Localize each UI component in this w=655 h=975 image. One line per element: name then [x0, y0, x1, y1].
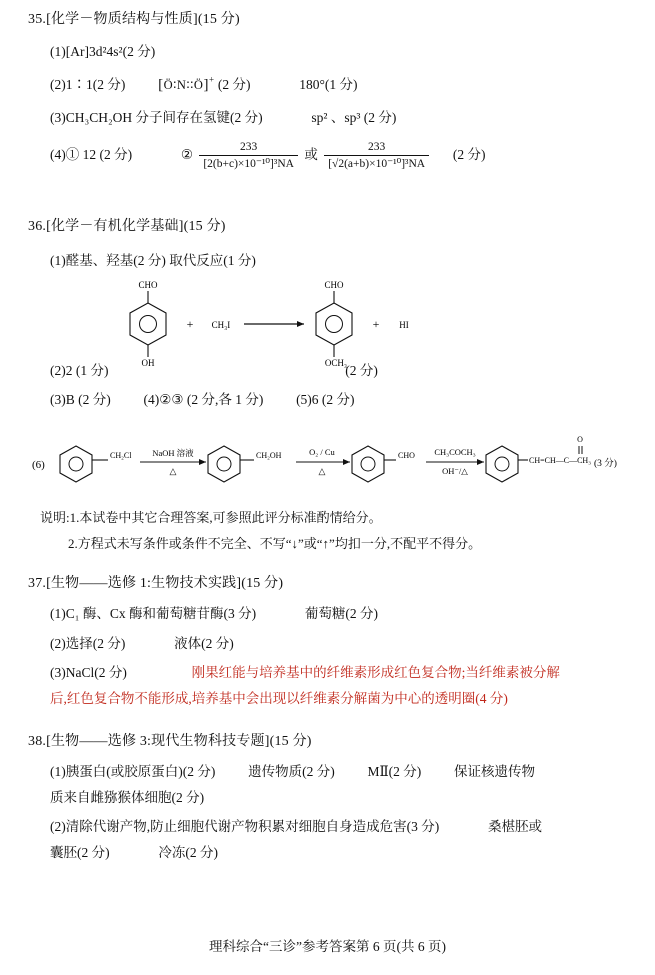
q37-item-3-a: (3)NaCl(2 分) [50, 665, 127, 681]
svg-text:△: △ [318, 465, 326, 476]
q35-heading: 35.[化学－物质结构与性质](15 分) [28, 12, 240, 27]
lewis-body: Ö∶N∶∶Ö [163, 77, 204, 92]
svg-text:O: O [577, 434, 583, 444]
q38-item-2-b: 桑椹胚或 [487, 819, 542, 835]
question-36 [28, 215, 633, 556]
svg-text:(3 分): (3 分) [594, 458, 617, 469]
q36-item-5: (5)6 (2 分) [296, 392, 355, 408]
q35-item-2-c: 180°(1 分) [299, 76, 358, 92]
svg-text:NaOH 溶液: NaOH 溶液 [152, 447, 194, 458]
q37-item-2-a: (2)选择(2 分) [50, 635, 126, 651]
question-37 [28, 572, 633, 711]
q35-item-4-a: (4)① 12 (2 分) [50, 146, 133, 162]
q36-item-1: (1)醛基、羟基(2 分) 取代反应(1 分) [50, 253, 256, 268]
lewis-bracket-left: [ [158, 76, 164, 93]
q37-item-2 [50, 632, 633, 656]
svg-text:(6): (6) [32, 458, 45, 471]
q38-item-1 [50, 760, 633, 784]
q36-items-3-5 [50, 388, 633, 412]
q38-heading: 38.[生物——选修 3:现代生物科技专题](15 分) [28, 734, 312, 749]
q38-item-2-a: (2)清除代谢产物,防止细胞代谢产物积累对细胞自身造成危害(3 分) [50, 819, 440, 835]
svg-text:CHO: CHO [324, 279, 344, 290]
q35-item-4-c: (2 分) [452, 146, 486, 162]
q37-item-3 [50, 661, 633, 685]
q38-item-2 [50, 815, 633, 839]
q35-item-4-b: ② [180, 146, 193, 162]
q37-item-3-red-2: 后,红色复合物不能形成,培养基中会出现以纤维素分解菌为中心的透明圈(4 分) [50, 690, 508, 706]
reaction-scheme-1 [118, 279, 633, 369]
svg-text:HI: HI [399, 319, 409, 330]
q35-item-2-b: (2 分) [217, 76, 251, 92]
lewis-bracket-right: ] [203, 76, 209, 93]
svg-text:OH: OH [141, 357, 155, 368]
svg-text:CH₃I: CH₃I [211, 319, 231, 330]
q37-item-3-red-1: 刚果红能与培养基中的纤维素形成红色复合物;当纤维素被分解 [191, 665, 560, 681]
q36-item-2-b: (2 分) [345, 362, 378, 378]
q37-heading: 37.[生物——选修 1:生物技术实践](15 分) [28, 576, 284, 591]
q37-item-3-cont [50, 687, 633, 711]
formula-fraction-1 [199, 140, 298, 172]
q36-note-1: 说明:1.本试卷中其它合理答案,可参照此评分标准酌情给分。 [40, 509, 382, 525]
q38-item-1-a: (1)胰蛋白(或胶原蛋白)(2 分) [50, 764, 216, 779]
q38-item-2-d: 冷冻(2 分) [158, 844, 218, 860]
q38-item-1-d: 保证核遗传物 [454, 764, 536, 779]
svg-text:CH₃COCH₃: CH₃COCH₃ [434, 446, 476, 457]
q37-item-1 [50, 602, 633, 626]
fraction-numerator: 233 [324, 140, 429, 156]
q35-item-4 [50, 140, 633, 172]
q36-item-3: (3)B (2 分) [50, 392, 111, 408]
q35-item-1: (1)[Ar]3d²4s²(2 分) [50, 44, 156, 59]
q36-note-2: 2.方程式未写条件或条件不完全、不写“↓”或“↑”均扣一分,不配平不得分。 [68, 535, 482, 551]
q38-item-2-c: 囊胚(2 分) [50, 844, 110, 860]
q38-item-1-cont: 质来自雌猕猴体细胞(2 分) [50, 789, 205, 805]
q35-item-3-b: sp² 、sp³ (2 分) [311, 109, 397, 125]
q35-item-3 [50, 106, 633, 130]
q35-item-3-a: (3)CH₃CH₂OH 分子间存在氢键(2 分) [50, 109, 263, 125]
svg-text:CH₂Cl: CH₂Cl [110, 450, 132, 460]
svg-text:△: △ [169, 465, 177, 476]
q38-item-1-b: 遗传物质(2 分) [248, 764, 335, 779]
fraction-numerator: 233 [199, 140, 298, 156]
q35-item-4-or: 或 [304, 146, 318, 162]
reaction-scheme-2 [28, 416, 633, 500]
q36-item-2-a: (2)2 (1 分) [50, 362, 109, 378]
q37-item-1-b: 葡萄糖(2 分) [304, 606, 378, 621]
lewis-structure-no2-plus [158, 72, 214, 98]
q36-item-4: (4)②③ (2 分,各 1 分) [143, 392, 264, 408]
q38-item-2-cont [50, 841, 633, 865]
svg-text:+: + [186, 316, 194, 331]
svg-text:+: + [372, 316, 380, 331]
reaction-scheme-1-svg [118, 279, 438, 369]
svg-text:OH⁻/△: OH⁻/△ [442, 465, 468, 476]
question-38 [28, 730, 633, 865]
svg-text:CH=CH—C—CH₃: CH=CH—C—CH₃ [529, 455, 591, 465]
page-footer: 理科综合“三诊”参考答案第 6 页(共 6 页) [209, 939, 446, 954]
question-35 [28, 8, 633, 171]
q35-item-2 [50, 72, 633, 98]
formula-fraction-2 [324, 140, 429, 172]
reaction-scheme-2-svg [28, 416, 628, 500]
fraction-denominator: [√2(a+b)×10⁻¹⁰]³NA [328, 157, 426, 170]
svg-text:CHO: CHO [398, 450, 415, 460]
q37-item-1-a: (1)C₁ 酶、Cx 酶和葡萄糖苷酶(3 分) [50, 606, 257, 621]
fraction-denominator: [2(b+c)×10⁻¹⁰]³NA [203, 157, 294, 170]
q38-item-1-c: MⅡ(2 分) [367, 764, 422, 779]
q36-heading: 36.[化学－有机化学基础](15 分) [28, 219, 226, 234]
svg-text:O₂ / Cu: O₂ / Cu [309, 446, 335, 457]
lewis-charge: + [208, 74, 215, 85]
q35-item-2-a: (2)1∶1(2 分) [50, 76, 126, 92]
svg-text:CH₂OH: CH₂OH [256, 450, 282, 460]
q37-item-2-b: 液体(2 分) [174, 635, 234, 651]
svg-text:OCH₃: OCH₃ [324, 357, 348, 368]
svg-text:CHO: CHO [138, 279, 158, 290]
